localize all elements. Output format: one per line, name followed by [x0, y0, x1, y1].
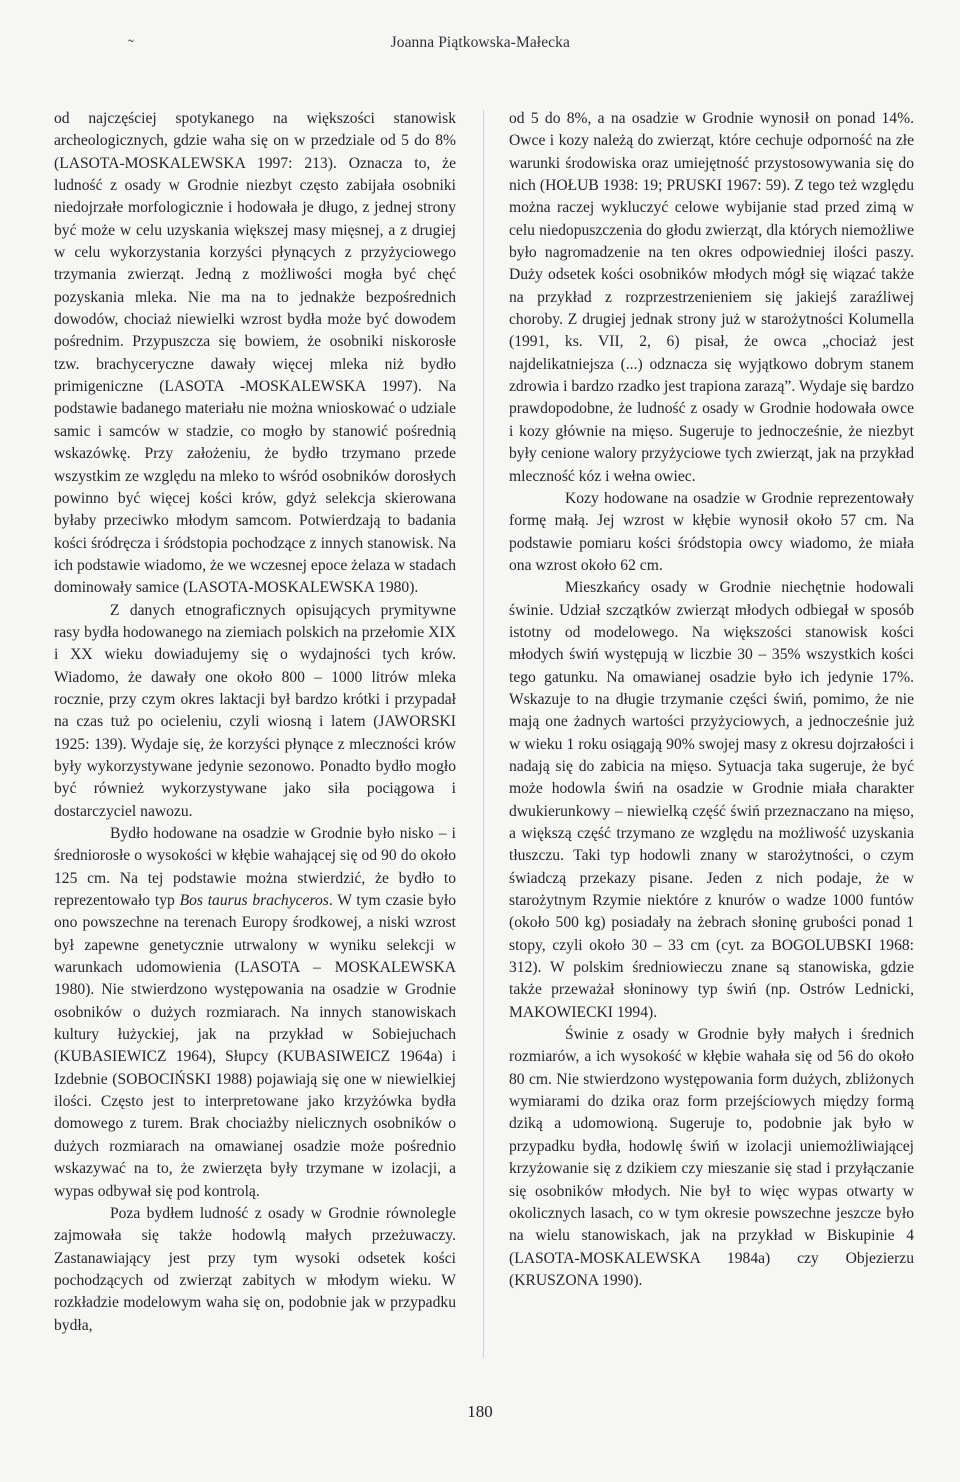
paragraph — [54, 823, 456, 1203]
paragraph: Poza bydłem ludność z osady w Grodnie równolegle zajmowała się także hodowlą małych przeżuwaczy. Zastanawiający jest przy tym wysoki odsetek kości pochodzących od zwierząt zabitych w młodym wieku. W rozkładzie modelowym waha się on, podobnie jak w przypadku bydła, — [54, 1204, 456, 1334]
paragraph: Mieszkańcy osady w Grodnie niechętnie hodowali świnie. Udział szczątków zwierząt młodych odbiegał w sposób istotny od modelowego. Na większości stanowisk kości młodych świń występują w liczbie 30 – 35% wszystkich kości tego gatunku. Na omawianej osadzie było ich jedynie 17%. Wskazuje to na długie trzymanie części świń, pomimo, że nie mają one żadnych wartości przyżyciowych, a jednocześnie już w wieku 1 roku osiągają 90% swojej masy z okresu dojrzałości i nadają się do zabicia na mięso. Sytuacja taka sugeruje, że być może hodowla świń na osadzie w Grodnie miała charakter dwukierunkowy – niewielką część świń przeznaczano na mięso, a większą część trzymano ze względu na możliwość uzyskania tłuszczu. Taki typ hodowli znany w starożytności, o czym świadczą przekazy pisane. Jeden z nich podaje, że w starożytnym Rzymie niektóre z knurów o wadze 1000 funtów (około 500 kg) posiadały na żebrach słoninę grubości ponad 1 stopy, czyli około 30 – 33 cm (cyt. za BOGOLUBSKI 1968: 312). W polskim średniowieczu znane są stanowiska, gdzie także przeważał słoninowy typ świń (np. Ostrów Lednicki, MAKOWIECKI 1994). — [509, 579, 914, 1021]
paragraph-text: . W tym czasie było ono powszechne na terenach Europy środkowej, a niski wzrost był zapewne genetycznie utrwalony w wyniku selekcji w warunkach udomowienia (LASOTA – MOSKALEWSKA 1980). Nie stwierdzono występowania na osadzie w Grodnie osobników o dużych rozmiarach. Na innych stanowiskach kultury łużyckiej, jak na przykład w Sobiejuchach (KUBASIEWICZ 1964), Słupcy (KUBASIWEICZ 1964a) i Izdebnie (SOBOCIŃSKI 1988) pojawiają się one w niewielkiej ilości. Często jest to interpretowane jako krzyżówka bydła domowego z turem. Brak chociażby nielicznych osobników o dużych rozmiarach na omawianej osadzie może pośrednio wskazywać na to, że zwierzęta były trzymane w izolacji, a wypas odbywał się pod kontrolą. — [54, 892, 457, 1200]
page-number: 180 — [467, 1402, 493, 1421]
paragraph: Z danych etnograficznych opisujących prymitywne rasy bydła hodowanego na ziemiach polskich na przełomie XIX i XX wieku dowiadujemy się o wydajności tych krów. Wiadomo, że dawały one około 800 – 1000 litrów mleka rocznie, przy czym okres laktacji był bardzo krótki i przypadał na czas tuż po ocieleniu, czyli wiosną i latem (JAWORSKI 1925: 139). Wydaje się, że korzyści płynące z mleczności krów były wykorzystywane jedynie sezonowo. Ponadto bydło mogło być również wykorzystywane jako siła pociągowa i dostarczyciel nawozu. — [54, 601, 456, 820]
paragraph: Kozy hodowane na osadzie w Grodnie reprezentowały formę małą. Jej wzrost w kłębie wynosił około 57 cm. Na podstawie pomiaru kości śródstopia owcy wiadomo, że miała ona wzrost około 62 cm. — [509, 489, 914, 574]
right-text-column — [509, 108, 914, 1292]
column-divider — [483, 110, 484, 1358]
running-head-author: Joanna Piątkowska-Małecka — [390, 34, 570, 51]
species-name: Bos taurus brachyceros — [179, 892, 329, 910]
corner-mark: ˜ — [128, 36, 134, 56]
paragraph: od 5 do 8%, a na osadzie w Grodnie wynosił on ponad 14%. Owce i kozy należą do zwierząt, które cechuje odporność na złe warunki środowiska oraz umiejętność przystosowywania się do nich (HOŁUB 1938: 19; PRUSKI 1967: 59). Z tego też względu można raczej wykluczyć celowe wybijanie stad przed zimą w celu niedopuszczenia do głodu zwierząt, dla których niemożliwe było nagromadzenie na ten okres odpowiedniej ilości paszy. Duży odsetek kości osobników młodych mógł się wiązać także na przykład z rozprzestrzenieniem się jakiejś zaraźliwej choroby. Z drugiej jednak strony już w starożytności Kolumella (1991, ks. VII, 2, 6) pisał, że owca „chociaż jest najdelikatniejsza (...) odznacza się wyjątkowo dobrym stanem zdrowia i bardzo rzadko jest trapiona zarazą”. Wydaje się bardzo prawdopodobne, że ludność z osady w Grodnie hodowała owce i kozy głównie na mięso. Sugeruje to jednocześnie, że niezbyt były cenione walory przyżyciowe tych zwierząt, jak na przykład mleczność kóz i wełna owiec. — [509, 110, 914, 485]
left-text-column — [54, 108, 456, 1337]
paragraph: Świnie z osady w Grodnie były małych i średnich rozmiarów, a ich wysokość w kłębie wahała się od 56 do około 80 cm. Nie stwierdzono występowania form dużych, zbliżonych wymiarami do dzika oraz form przejściowych między formą dziką a udomowioną. Sugeruje to, podobnie jak było w przypadku bydła, hodowlę świń w izolacji uniemożliwiającej krzyżowanie się z dzikiem czy mieszanie się stad i przyłączanie się osobników młodych. Nie był to więc wypas otwarty w okolicznych lasach, co w tym okresie powszechne jeszcze było na wielu stanowiskach, jak na przykład w Biskupinie 4 (LASOTA-MOSKALEWSKA 1984a) czy Objezierzu (KRUSZONA 1990). — [509, 1026, 914, 1289]
paragraph-text: Bydło hodowane na osadzie w Grodnie było nisko – i średniorosłe o wysokości w kłębie wahającej się od 90 do około 125 cm. Na tej podstawie można stwierdzić, że bydło to reprezentowało typ — [54, 825, 456, 910]
paragraph: od najczęściej spotykanego na większości stanowisk archeologicznych, gdzie waha się on w przedziale od 5 do 8% (LASOTA-MOSKALEWSKA 1997: 213). Oznacza to, że ludność z osady w Grodnie niezbyt często zabijała osobniki niedojrzałe morfologicznie i hodowała je długo, z jednej strony być może w celu uzyskania większej masy mięsnej, a z drugiej w celu wykorzystania korzyści płynących z przyżyciowego trzymania zwierząt. Jedną z możliwości mogła być chęć pozyskania mleka. Nie ma na to jednakże bezpośrednich dowodów, chociaż niewielki wzrost bydła może być dowodem pośrednim. Przypuszcza się bowiem, że osobniki niskorosłe tzw. brachyceryczne dawały więcej mleka niż bydło primigeniczne (LASOTA -MOSKALEWSKA 1997). Na podstawie badanego materiału nie można wnioskować o udziale samic i samców w stadzie, co mogło by stanowić pośrednią wskazówkę. Przy założeniu, że bydło trzymano przede wszystkim ze względu na mleko to wśród osobników dorosłych powinno być więcej kości krów, gdyż selekcja skierowana byłaby przeciwko młodym samcom. Potwierdzają to badania kości śródręcza i śródstopia pochodzące z innych stanowisk. Na ich podstawie wiadomo, że we wczesnej epoce żelaza w stadach dominowały samice (LASOTA-MOSKALEWSKA 1980). — [54, 110, 456, 597]
